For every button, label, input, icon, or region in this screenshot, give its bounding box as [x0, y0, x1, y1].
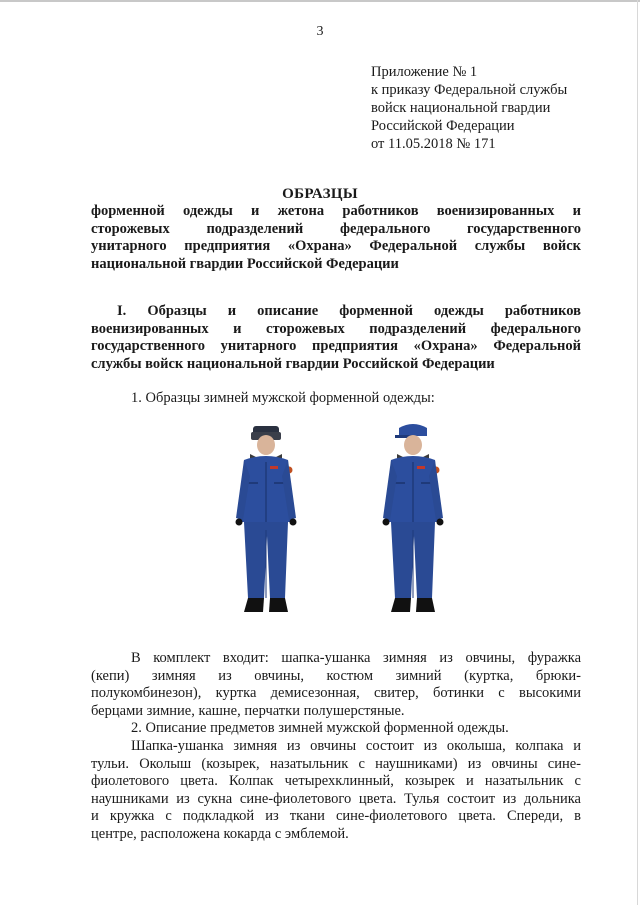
subtitle-line: сторожевых подразделений федерального государственного [91, 220, 581, 237]
page-edge [0, 0, 640, 2]
body-line: В комплект входит: шапка-ушанка зимняя из овчины, фуражка [131, 650, 581, 666]
document-subtitle [91, 203, 581, 273]
section-heading [91, 303, 581, 373]
body-line: и кружка с подкладкой из ткани сине-фиолетового цвета. Спереди, в [91, 808, 581, 825]
body-line: 2. Описание предметов зимней мужской форменной одежды. [131, 720, 509, 737]
appendix-line: к приказу Федеральной службы [371, 82, 568, 98]
page-number: 3 [316, 24, 324, 39]
appendix-line: от 11.05.2018 № 171 [371, 136, 496, 152]
subtitle-line: форменной одежды и жетона работников военизированных и [91, 203, 581, 219]
section-line: службы войск национальной гвардии Российской Федерации [91, 355, 495, 372]
appendix-block [371, 63, 567, 153]
body-line: наушниками из сукна сине-фиолетового цвета. Тулья состоит из дольника [91, 790, 581, 807]
body-line: тульи. Околыш (козырек, назатыльник с наушниками) из овчины сине- [91, 755, 581, 772]
body-line: фиолетового цвета. Колпак четырехклинный, козырек и назатыльник с [91, 773, 581, 790]
appendix-line: Приложение № 1 [371, 64, 478, 80]
body-line: (кепи) зимняя из овчины, костюм зимний (куртка, брюки- [91, 667, 581, 684]
page-edge-right [637, 0, 638, 905]
body-line: полукомбинезон), куртка демисезонная, свитер, ботинки с высокими [91, 685, 581, 702]
uniform-figures [230, 418, 450, 618]
item-1-heading: 1. Образцы зимней мужской форменной одежды: [131, 390, 435, 406]
figure-ushanka-icon [230, 418, 340, 618]
body-text [91, 650, 581, 844]
section-line: I. Образцы и описание форменной одежды работников [117, 303, 581, 319]
subtitle-line: унитарного предприятия «Охрана» Федеральной службы войск [91, 238, 581, 254]
figure-cap-icon [375, 418, 485, 618]
appendix-line: Российской Федерации [371, 118, 515, 134]
subtitle-line: национальной гвардии Российской Федерации [91, 255, 399, 272]
section-line: военизированных и сторожевых подразделений федерального [91, 320, 581, 337]
body-line: Шапка-ушанка зимняя из овчины состоит из околыша, колпака и [131, 737, 581, 754]
body-line: центре, расположена кокарда с эмблемой. [91, 825, 349, 842]
document-title: ОБРАЗЦЫ [282, 186, 358, 202]
appendix-line: войск национальной гвардии [371, 100, 551, 116]
section-line: государственного унитарного предприятия «Охрана» Федеральной [91, 338, 581, 354]
body-line: берцами зимние, кашне, перчатки полушерстяные. [91, 702, 405, 719]
